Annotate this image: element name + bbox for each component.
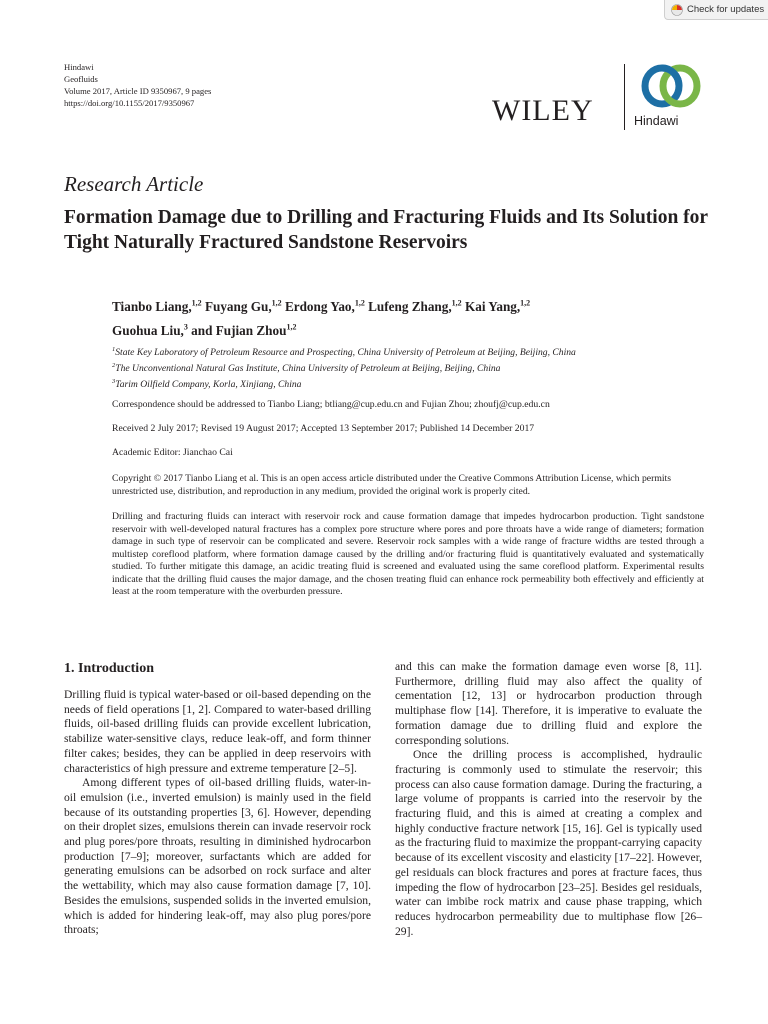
logo-divider [624, 64, 625, 130]
hindawi-rings-icon [640, 64, 704, 112]
check-updates-icon [671, 4, 683, 16]
article-type: Research Article [64, 172, 204, 196]
author: Lufeng Zhang,$^{1,2}$ [368, 299, 462, 315]
volume-info: Volume 2017, Article ID 9350967, 9 pages [64, 86, 212, 96]
author: Erdong Yao,$^{1,2}$ [284, 299, 365, 315]
doi-link[interactable]: https://doi.org/10.1155/2017/9350967 [64, 98, 195, 108]
author: Fuyang Gu,$^{1,2}$ [204, 299, 282, 315]
affiliations [112, 344, 576, 392]
check-for-updates-label: Check for updates [687, 4, 765, 15]
paragraph: Among different types of oil-based drilling fluids, water-in-oil emulsion (i.e., inverted emulsion) is mainly used in the field because of its outstanding properties [3, 6]. However, depending on their droplet sizes, emulsions therein can invade reservoir rock and plug pores/pore throats, resulting in diminished hydrocarbon production [7–9]; moreover, surfactants which are added for generating emulsions can be adsorbed on rock surface and alter the wettability, which may also cause formation damage [7, 10]. Besides the emulsions, suspended solids in the inverted emulsion, which is added for hindering leak-off, may also plug pores/pore throats; [64, 776, 371, 937]
academic-editor: Academic Editor: Jianchao Cai [112, 447, 233, 458]
author: Tianbo Liang,$^{1,2}$ [112, 299, 202, 315]
journal-name: Geofluids [64, 74, 98, 84]
paragraph: Once the drilling process is accomplished, hydraulic fracturing is commonly used to stimulate the reservoir; this process can also cause formation damage. During the fracturing, a large volume of proppants is carried into the reservoir by the fracturing fluid, and this is aimed at creating a complex and highly conductive fracture network [15, 16]. Gel is typically used as the fracturing fluid to maximize the proppant-carrying capacity because of its excellent viscosity and elasticity [17–22]. However, gel residuals can block fractures and pores at fracture faces, thus impeding the flow of hydrocarbon [23–25]. Besides gel residuals, water can imbibe rock matrix and cause phase trapping, which reduces hydrocarbon permeability due to multiphase flow [26–29]. [395, 748, 702, 938]
wiley-logo: WILEY [492, 94, 594, 127]
publication-dates: Received 2 July 2017; Revised 19 August 2017; Accepted 13 September 2017; Published 14 December 2017 [112, 423, 535, 434]
author: Guohua Liu,$^3$ [112, 322, 188, 338]
author: and Fujian Zhou$^{1,2}$ [191, 322, 297, 338]
author: Kai Yang,$^{1,2}$ [464, 299, 531, 315]
paper-title: Formation Damage due to Drilling and Fracturing Fluids and Its Solution for Tight Naturally Fractured Sandstone Reservoirs [64, 207, 708, 253]
section-heading: 1. Introduction [64, 661, 154, 676]
affiliation: $^3$Tarim Oilfield Company, Korla, Xinjiang, China [112, 377, 302, 391]
hindawi-logo-text: Hindawi [634, 114, 679, 128]
abstract: Drilling and fracturing fluids can interact with reservoir rock and cause formation damage that impedes hydrocarbon production. Tight sandstone reservoir with well-developed natural fractures has a complex pore structure where pores and pore throats have a wide range of diameters; formation damage in such type of reservoir can be complicated and severe. Reservoir rock samples with a wide range of fracture widths are tested through a multistep coreflood platform, where formation damage caused by the drilling and/or fracturing fluid is quantitatively evaluated and systematically studied. To further mitigate this damage, an acidic treating fluid is screened and evaluated using the same coreflood platform. Experimental results indicate that the drilling fluid causes the major damage, and the chosen treating fluid can enhance rock permeability both effectively and efficiently at least at the room temperature with the overburden pressure. [112, 511, 704, 597]
publisher-logos [492, 62, 712, 134]
correspondence: Correspondence should be addressed to Tianbo Liang; btliang@cup.edu.cn and Fujian Zhou; zhoufj@cup.edu.cn [112, 399, 550, 410]
journal-meta [64, 61, 211, 109]
paragraph: and this can make the formation damage even worse [8, 11]. Furthermore, drilling fluid may also affect the quality of cementation [12, 13] or hydrocarbon production through multiphase flow [14]. Therefore, it is imperative to evaluate the formation damage due to drilling fluid and explore the corresponding solutions. [395, 660, 702, 747]
affiliation: $^2$The Unconventional Natural Gas Institute, China University of Petroleum at Beijing, Beijing, China [112, 361, 501, 375]
copyright-notice: Copyright © 2017 Tianbo Liang et al. This is an open access article distributed under the Creative Commons Attribution License, which permits unrestricted use, distribution, and reproduction in any medium, provided the original work is properly cited. [112, 473, 672, 497]
body-column-left [64, 660, 371, 938]
check-for-updates-button[interactable] [664, 0, 768, 20]
author-list [112, 294, 712, 341]
affiliation: $^1$State Key Laboratory of Petroleum Resource and Prospecting, China University of Petroleum at Beijing, Beijing, China [112, 346, 576, 359]
paragraph: Drilling fluid is typical water-based or oil-based depending on the needs of field operations [1, 2]. Compared to water-based drilling fluids, oil-based drilling fluids can provide excellent lubrication, stabilize water-sensitive clays, reduce leak-off, and form thinner filter cakes; besides, they can be applied in deep reservoirs with characteristics of high pressure and extreme temperature [2–5]. [64, 688, 371, 775]
publisher-name: Hindawi [64, 62, 94, 72]
body-column-right [395, 660, 702, 939]
